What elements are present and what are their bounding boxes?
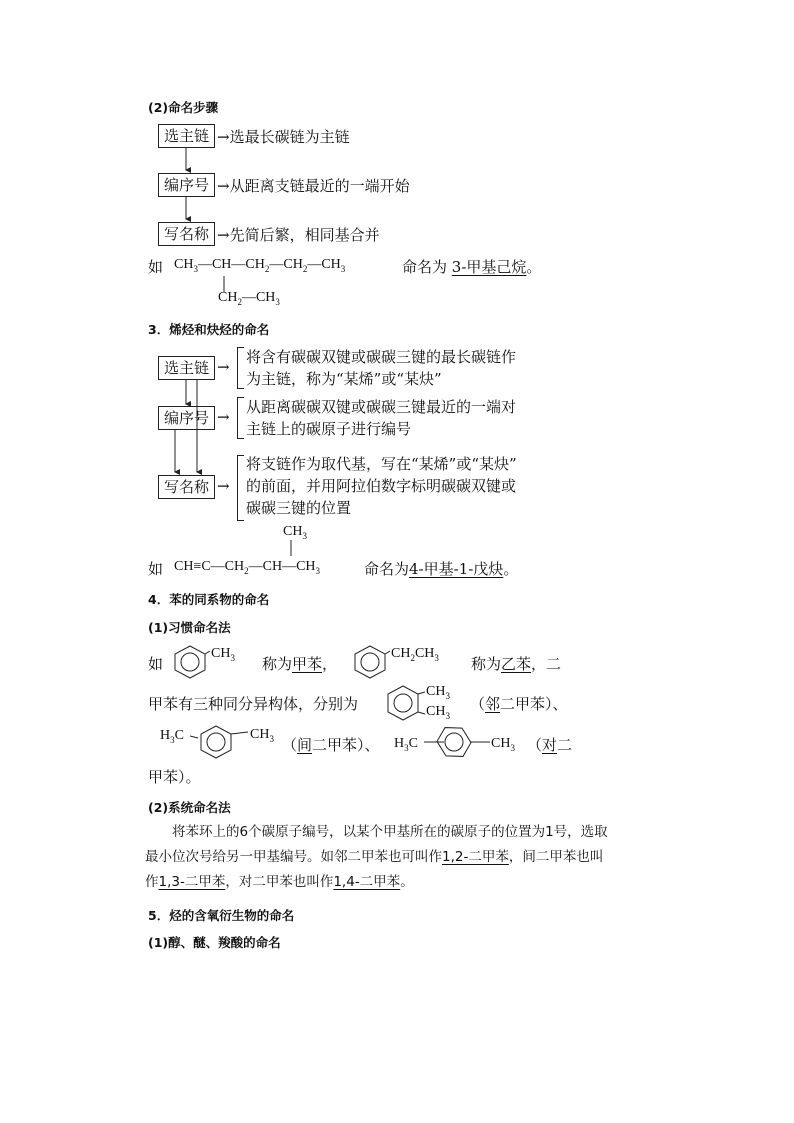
m-xylene-left-ch3: $H_3C$	[160, 728, 184, 745]
arrow-icon: →	[217, 477, 230, 495]
example2-result: 命名为4-甲基-1-戊炔。	[364, 560, 519, 578]
brace-icon	[237, 397, 244, 439]
subheading-habit-naming: (1)习惯命名法	[148, 620, 231, 635]
section-heading-alkene-alkyne: 3．烯烃和炔烃的命名	[148, 322, 270, 337]
example1-result: 命名为 3-甲基己烷。	[402, 258, 542, 276]
system-naming-paragraph: 将苯环上的6个碳原子编号，以某个甲基所在的碳原子的位置为1号，选取最小位次号给另一甲基编号。如邻二甲苯也可叫作1,2-二甲苯，间二甲苯也叫作1,3-二甲苯，对二甲苯也叫作1,4-二甲苯。	[145, 824, 608, 890]
example1-formula-branch: $CH_2—CH_3$	[218, 290, 280, 307]
m-xylene-right-ch3: $CH_3$	[250, 727, 274, 744]
alk-step-desc-write-name: 将支链作为取代基，写在“某烯”或“某炔” 的前面，并用阿拉伯数字标明碳碳双键或 碳碳三键的位置	[246, 455, 517, 517]
step-desc-select-chain: →选最长碳链为主链	[217, 128, 350, 146]
benzene-ring-icon	[170, 644, 210, 680]
subheading-system-naming: (2)系统命名法	[148, 800, 231, 815]
step-box-write-name: 写名称	[158, 222, 215, 246]
arrow-icon: →	[217, 408, 230, 426]
section-heading-naming-steps: (2)命名步骤	[148, 100, 219, 115]
p-xylene-left-ch3: $H_3C$	[394, 736, 418, 753]
alk-step-box-write-name: 写名称	[158, 475, 215, 499]
p-xylene-right-ch3: $CH_3$	[491, 736, 515, 753]
benzene-ring-icon	[350, 644, 390, 680]
o-xylene-label: （邻二甲苯）、	[470, 695, 568, 713]
example1-prefix: 如	[148, 258, 164, 276]
alk-step-desc-number: 从距离碳碳双键或碳碳三键最近的一端对 主链上的碳原子进行编号	[246, 398, 517, 438]
habit-prefix: 如	[148, 655, 164, 673]
section-heading-benzene: 4．苯的同系物的命名	[148, 592, 270, 607]
example1-formula-main: $CH_3—CH—CH_2—CH_2—CH_3$	[174, 257, 346, 274]
m-xylene-ring-icon	[190, 724, 250, 760]
toluene-label: 称为甲苯，	[262, 655, 338, 673]
p-xylene-label-end: 甲苯）。	[148, 768, 201, 786]
arrow-icon: →	[217, 358, 230, 376]
isomers-intro: 甲苯有三种同分异构体，分别为	[148, 695, 359, 713]
subheading-alcohol-ether-acid: (1)醇、醚、羧酸的命名	[148, 935, 281, 950]
alk-step-box-select-chain: 选主链	[158, 356, 215, 380]
step-box-number: 编序号	[158, 173, 215, 197]
arrow-icon: →	[217, 128, 230, 146]
brace-icon	[237, 455, 244, 521]
p-xylene-label: （对二	[527, 736, 573, 754]
example2-formula-main: $CH\equiv C—CH_2—CH—CH_3$	[174, 559, 321, 576]
o-xylene-ch3-groups: $CH_3$ $CH_3$	[426, 684, 450, 721]
step-desc-number: →从距离支链最近的一端开始	[217, 177, 410, 195]
arrow-icon: →	[217, 226, 230, 244]
arrow-icon: →	[217, 177, 230, 195]
example2-ch3-top: $CH_3$	[283, 524, 307, 541]
brace-icon	[237, 347, 244, 389]
step-box-select-chain: 选主链	[158, 124, 215, 148]
step-desc-write-name: →先简后繁，相同基合并	[217, 226, 380, 244]
m-xylene-label: （间二甲苯）、	[282, 736, 380, 754]
alk-step-box-number: 编序号	[158, 406, 215, 430]
toluene-ch3: $CH_3$	[211, 646, 235, 663]
section-heading-oxygen-derivatives: 5．烃的含氧衍生物的命名	[148, 908, 295, 923]
ethylbenzene-label: 称为乙苯，二	[471, 655, 562, 673]
ethylbenzene-ethyl: $CH_2CH_3$	[391, 646, 439, 663]
alk-step-desc-select-chain: 将含有碳碳双键或碳碳三键的最长碳链作 为主链，称为“某烯”或“某炔”	[246, 348, 517, 388]
example2-prefix: 如	[148, 560, 164, 578]
